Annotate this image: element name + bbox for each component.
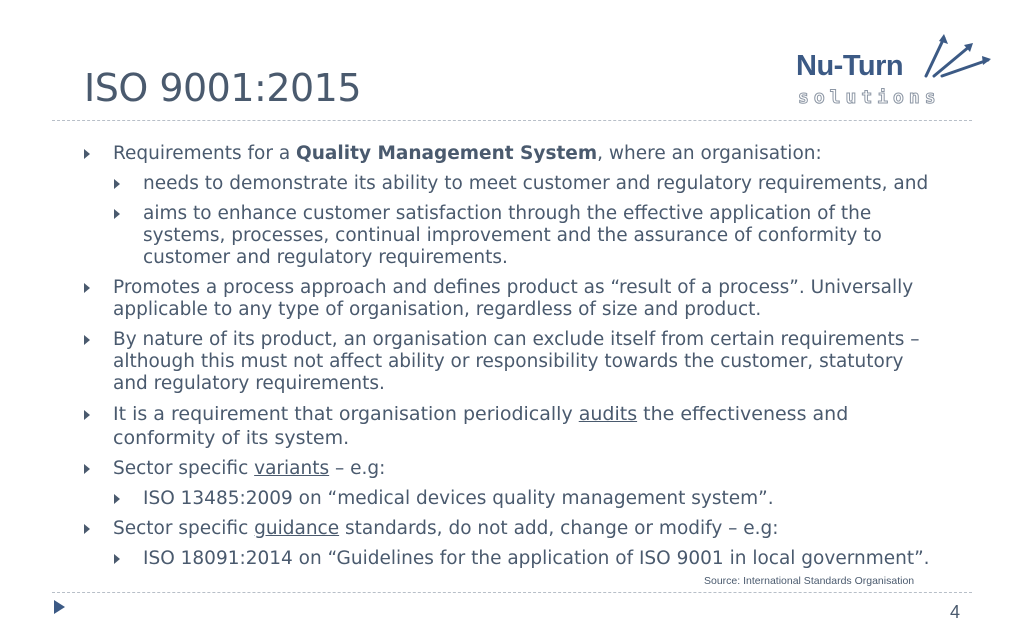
page-number: 4: [950, 602, 961, 622]
arrows-logo-icon: [920, 32, 992, 84]
bullet-exclude-line2: although this must not affect ability or responsibility towards the customer, statutory: [113, 351, 904, 372]
bullet-icon: [84, 524, 90, 534]
sub-bullet-icon: [114, 209, 120, 219]
logo-name: Nu-Turn: [796, 50, 904, 82]
bullet-guidance: Sector specific guidance standards, do not add, change or modify – e.g:: [113, 518, 779, 539]
bullet-audits-line2: conformity of its system.: [113, 427, 350, 449]
bullet-variants: Sector specific variants – e.g:: [113, 458, 386, 479]
sub-bullet-icon: [114, 494, 120, 504]
bullet-exclude-line1: By nature of its product, an organisation can exclude itself from certain requirements –: [113, 329, 920, 350]
sub-bullet-icon: [114, 554, 120, 564]
header-divider: [52, 120, 972, 121]
sub-bullet-demonstrate: needs to demonstrate its ability to meet customer and regulatory requirements, and: [143, 173, 929, 194]
sub-bullet-enhance-line3: customer and regulatory requirements.: [143, 247, 508, 268]
bullet-icon: [84, 464, 90, 474]
sub-bullet-enhance-line2: systems, processes, continual improvement and the assurance of conformity to: [143, 225, 882, 246]
bullet-icon: [84, 335, 90, 345]
bullet-icon: [84, 410, 90, 420]
bullet-icon: [84, 283, 90, 293]
variants-link[interactable]: variants: [254, 458, 330, 479]
source-note: Source: International Standards Organisation: [704, 575, 915, 587]
sub-bullet-enhance-line1: aims to enhance customer satisfaction through the effective application of the: [143, 203, 872, 224]
sub-bullet-icon: [114, 179, 120, 189]
company-logo: [794, 32, 994, 112]
bullet-audits-line1: It is a requirement that organisation periodically audits the effectiveness and: [113, 403, 849, 425]
bullet-process-line2: applicable to any type of organisation, regardless of size and product.: [113, 299, 762, 320]
bullet-icon: [84, 149, 90, 159]
footer-divider: [52, 592, 972, 593]
bullet-exclude-line3: and regulatory requirements.: [113, 373, 385, 394]
audits-link[interactable]: audits: [578, 403, 638, 425]
guidance-link[interactable]: guidance: [254, 518, 340, 539]
sub-bullet-iso13485: ISO 13485:2009 on “medical devices quality management system”.: [143, 488, 774, 509]
play-icon[interactable]: [54, 600, 65, 614]
logo-tagline: solutions: [798, 87, 941, 108]
slide-title: ISO 9001:2015: [84, 66, 362, 110]
bullet-process-line1: Promotes a process approach and defines product as “result of a process”. Universally: [113, 277, 914, 298]
bullet-quality-management: Requirements for a Quality Management System, where an organisation:: [113, 143, 822, 164]
sub-bullet-iso18091: ISO 18091:2014 on “Guidelines for the application of ISO 9001 in local government”.: [143, 548, 930, 569]
